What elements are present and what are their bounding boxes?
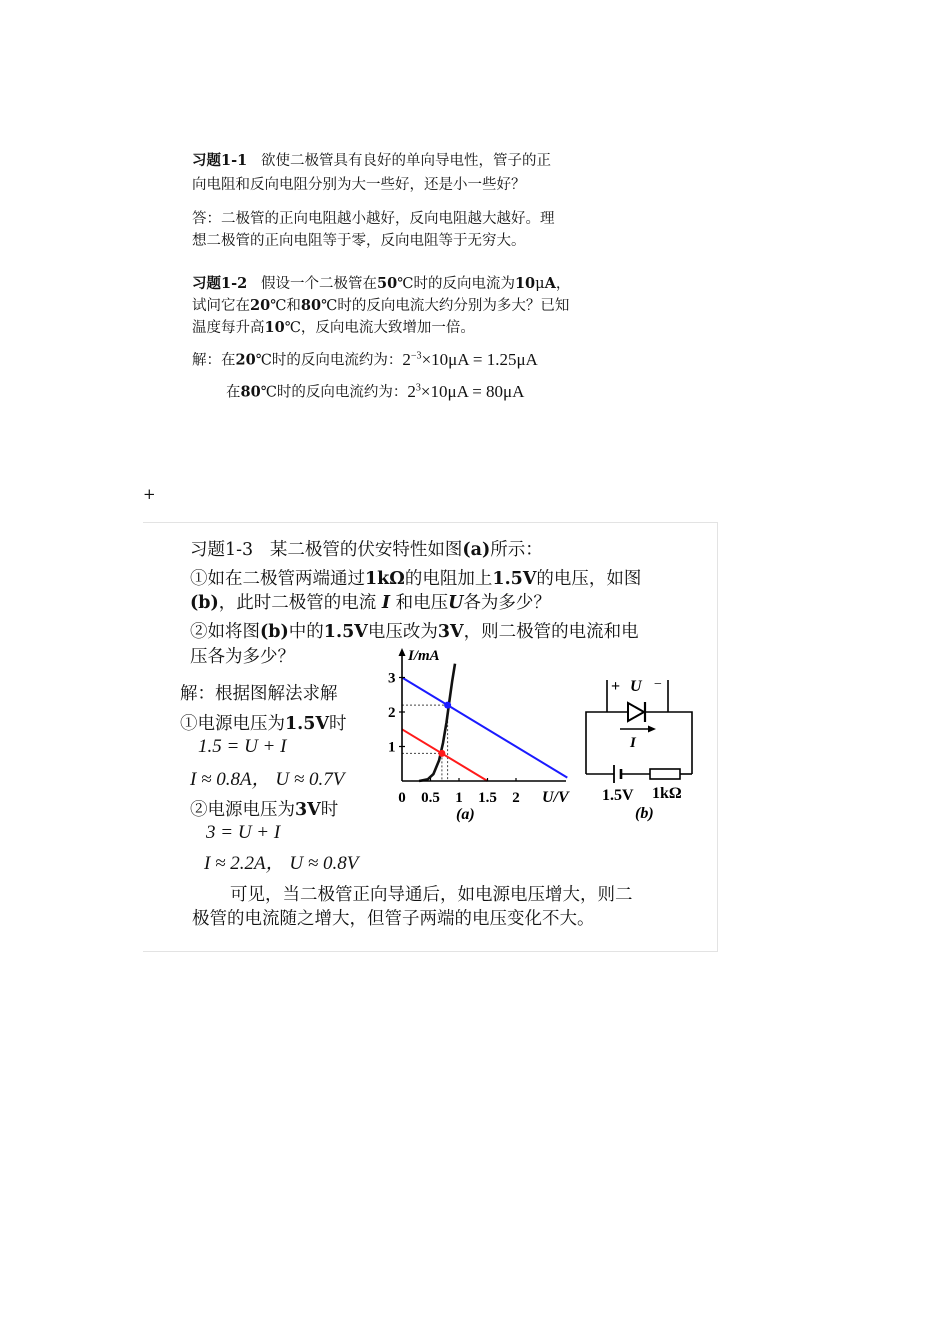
text-segment: ①如在二极管两端通过 [190, 569, 365, 589]
voltage-value: 3V [437, 622, 464, 642]
problem-1-1-answer-line1: 答：二极管的正向电阻越小越好，反向电阻越大越好。理 [192, 211, 555, 227]
case1-equation: 1.5 = U + I [198, 736, 287, 757]
text-segment: 和电压 [395, 593, 449, 613]
y-tick-label: 3 [388, 670, 396, 687]
circuit-diagram [580, 672, 700, 827]
temperature-value: 20 [250, 297, 271, 314]
x-tick-label: 0 [398, 790, 406, 806]
x-tick-label: 1 [455, 790, 463, 806]
text-segment: 时 [320, 800, 339, 820]
text-segment: 中的 [288, 622, 324, 642]
text-segment: 时 [329, 714, 347, 734]
minus-sign: − [654, 677, 662, 692]
solution-heading: 解：根据图解法求解 [180, 684, 338, 704]
problem-1-1-text: 欲使二极管具有良好的单向导电性，管子的正 [261, 153, 552, 169]
conclusion-line1: 可见，当二极管正向导通后，如电源电压增大，则二 [230, 885, 633, 905]
problem-1-2-question-line3 [192, 317, 475, 339]
problem-1-2-question-line2 [192, 295, 569, 317]
problem-1-3-line1 [190, 537, 543, 563]
formula-base: 2 [402, 349, 411, 369]
problem-1-1-answer-line2: 想二极管的正向电阻等于零，反向电阻等于无穷大。 [192, 233, 526, 249]
figure-ref: (b) [190, 593, 219, 613]
text-segment: 的电压，如图 [536, 569, 642, 589]
series-line-0 [419, 664, 455, 781]
y-axis-label: I/mA [408, 648, 440, 664]
text-segment: 电压改为 [367, 622, 438, 642]
voltage-value: 1.5V [492, 569, 537, 589]
x-tick-label: 2 [512, 790, 520, 806]
resistor-icon [650, 769, 680, 779]
current-symbol: I [381, 593, 391, 613]
figure-a-caption: (a) [456, 806, 475, 823]
problem-1-3-line2 [190, 566, 641, 592]
text-segment: ①电源电压为 [180, 714, 285, 734]
text-segment: ②电源电压为 [190, 800, 295, 820]
voltage-symbol: U [448, 593, 464, 613]
text-segment: 所示： [490, 540, 543, 560]
voltage-value: 1.5V [285, 714, 330, 734]
y-tick-label: 2 [388, 705, 396, 721]
plus-sign: + [611, 678, 621, 695]
case1-heading [180, 711, 347, 737]
problem-1-2-question-line1 [192, 273, 570, 295]
problem-1-1-question-line2: 向电阻和反向电阻分别为大一些好，还是小一些好？ [192, 177, 526, 193]
figure-b-caption: (b) [635, 805, 654, 822]
formula-exponent: −3 [410, 350, 422, 361]
problem-1-3-line3 [190, 590, 551, 616]
chart-series-group [402, 664, 567, 781]
text-segment: ℃时的反向电流大约分别为多大？已知 [321, 298, 570, 314]
current-value: 10 [514, 275, 536, 292]
problem-1-3-line5: 压各为多少？ [190, 647, 295, 667]
figure-ref: (a) [462, 540, 491, 560]
text-segment: 各为多少？ [463, 593, 551, 613]
case2-result: I ≈ 2.2A， U ≈ 0.8V [204, 853, 359, 874]
problem-1-1-title: 习题1-1 [192, 152, 248, 169]
text-segment: ②如将图 [190, 622, 260, 642]
series-line-1 [402, 678, 567, 778]
text-segment: ℃，反向电流大致增加一倍。 [284, 320, 475, 336]
problem-1-2-solution-line1 [192, 345, 538, 372]
text-segment: ℃时的反向电流约为： [255, 352, 403, 369]
conclusion-line2: 极管的电流随之增大，但管子两端的电压变化不大。 [192, 909, 595, 929]
x-tick-label: 1.5 [478, 790, 497, 806]
text-segment: ， [555, 276, 571, 292]
figure-ref: (b) [260, 622, 289, 642]
unit-mu: μ [535, 276, 545, 292]
text-segment: 某二极管的伏安特性如图 [269, 540, 463, 560]
voltage-value: 3V [295, 800, 321, 820]
formula-base: 2 [407, 381, 416, 401]
formula-20c [402, 350, 537, 369]
temperature-value: 20 [235, 351, 256, 369]
text-segment: ，此时二极管的电流 [218, 593, 377, 613]
text-segment: 温度每升高 [192, 320, 265, 336]
diode-icon [628, 703, 644, 721]
text-segment: ℃和 [270, 298, 301, 314]
voltage-value: 1.5V [323, 622, 368, 642]
problem-1-1-question-line1 [192, 150, 551, 172]
x-tick-label: 0.5 [421, 790, 440, 806]
formula-exponent: 3 [415, 382, 421, 393]
temperature-value: 10 [264, 319, 285, 336]
x-axis-label: U/V [542, 789, 569, 806]
resistor-value-label: 1kΩ [652, 785, 682, 802]
operating-point-0 [444, 702, 451, 709]
problem-1-2-title: 习题1-2 [192, 275, 248, 292]
temperature-value: 50 [377, 275, 398, 292]
problem-1-2-solution-line2 [226, 377, 524, 404]
voltage-u-label: U [630, 678, 642, 695]
current-arrow-head [648, 726, 656, 733]
plus-marker: + [143, 485, 156, 503]
text-segment: 假设一个二极管在 [261, 276, 378, 292]
y-tick-label: 1 [388, 739, 396, 756]
y-axis-arrow [399, 648, 406, 656]
text-segment: ℃时的反向电流为 [397, 276, 515, 292]
text-segment: 解：在 [192, 352, 236, 369]
case1-result: I ≈ 0.8A， U ≈ 0.7V [190, 769, 345, 790]
iv-characteristic-chart [380, 640, 590, 830]
text-segment: 的电阻加上 [404, 569, 493, 589]
current-i-label: I [630, 735, 636, 751]
case2-equation: 3 = U + I [206, 822, 281, 843]
text-segment: ℃时的反向电流约为： [260, 384, 408, 401]
circuit-wire-loop [586, 712, 692, 774]
text-segment: 试问它在 [192, 298, 250, 314]
temperature-value: 80 [240, 383, 261, 401]
formula-80c [407, 382, 524, 401]
formula-rest: ×10μA = 80μA [420, 381, 525, 401]
unit-ampere: A [544, 275, 556, 292]
temperature-value: 80 [300, 297, 322, 314]
text-segment: 在 [226, 384, 241, 401]
case2-heading [190, 797, 338, 823]
battery-voltage-label: 1.5V [602, 787, 634, 804]
problem-1-3-title: 习题1-3 [190, 540, 254, 560]
resistance-value: 1kΩ [365, 569, 405, 589]
text-segment: ，则二极管的电流和电 [463, 622, 639, 642]
chart-ticks-group [388, 671, 520, 807]
operating-point-1 [438, 750, 445, 757]
formula-rest: ×10μA = 1.25μA [421, 349, 538, 369]
